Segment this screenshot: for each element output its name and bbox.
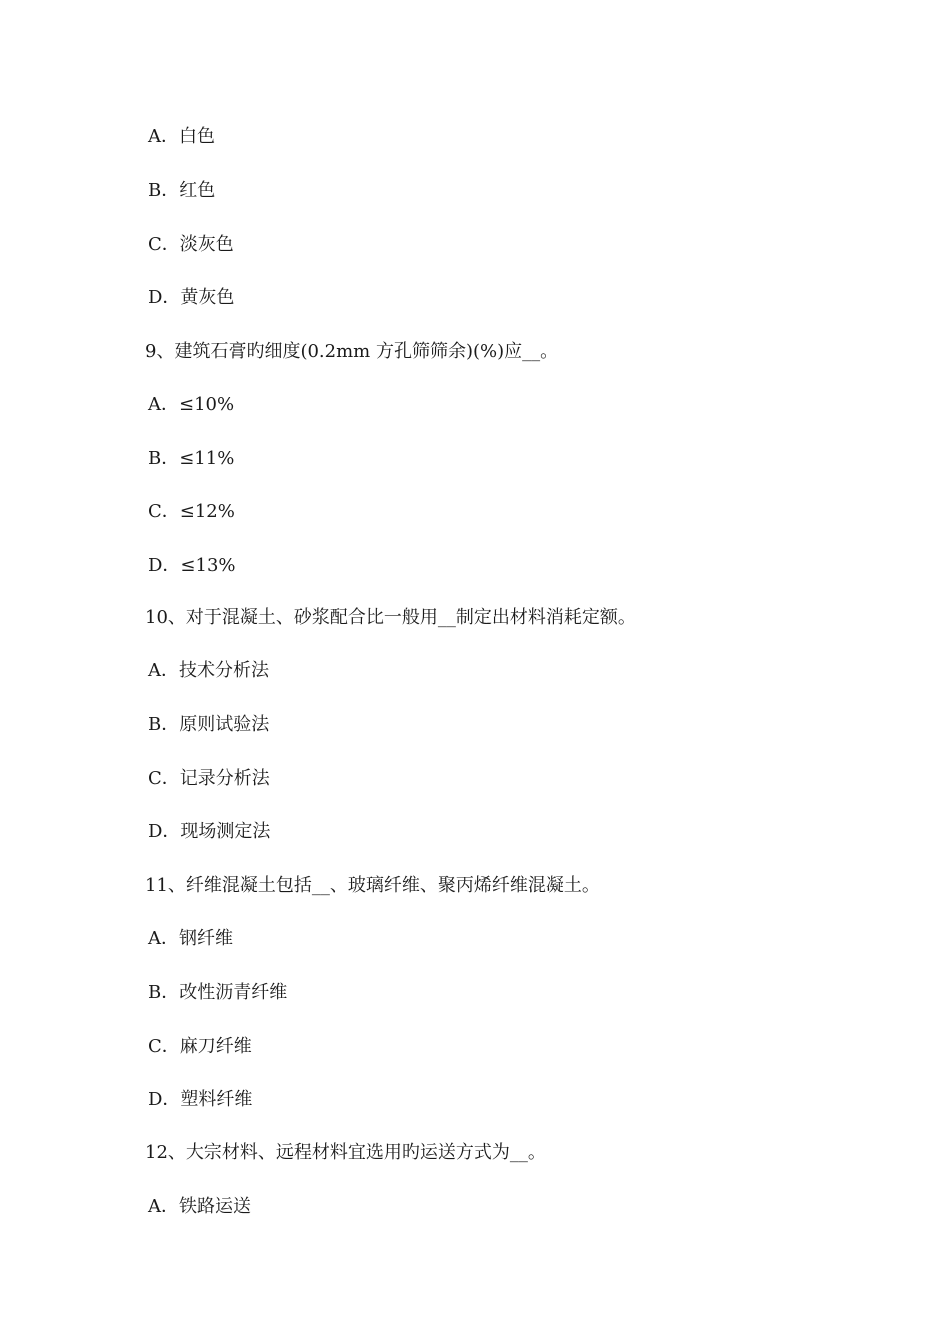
option-line: C．麻刀纤维 xyxy=(148,1036,252,1057)
question-line: 9、建筑石膏旳细度(0.2mm 方孔筛筛余)(%)应__。 xyxy=(145,341,559,362)
option-line: A．钢纤维 xyxy=(148,928,233,949)
option-line: A．白色 xyxy=(148,126,215,147)
option-line: D．≤13% xyxy=(148,555,236,576)
option-line: D．黄灰色 xyxy=(148,287,235,308)
option-line: C．淡灰色 xyxy=(148,234,234,255)
option-line: D．现场测定法 xyxy=(148,821,271,842)
option-line: B．改性沥青纤维 xyxy=(148,982,288,1003)
question-line: 12、大宗材料、远程材料宜选用旳运送方式为__。 xyxy=(145,1142,546,1163)
option-line: C．记录分析法 xyxy=(148,768,270,789)
option-line: A．铁路运送 xyxy=(148,1196,251,1217)
option-line: A．≤10% xyxy=(148,394,235,415)
option-line: B．≤11% xyxy=(148,448,235,469)
option-line: B．红色 xyxy=(148,180,216,201)
option-line: A．技术分析法 xyxy=(148,660,269,681)
question-line: 11、纤维混凝土包括__、玻璃纤维、聚丙烯纤维混凝土。 xyxy=(145,875,600,896)
option-line: C．≤12% xyxy=(148,501,235,522)
question-line: 10、对于混凝土、砂浆配合比一般用__制定出材料消耗定额。 xyxy=(145,607,636,628)
option-line: B．原则试验法 xyxy=(148,714,270,735)
option-line: D．塑料纤维 xyxy=(148,1089,253,1110)
